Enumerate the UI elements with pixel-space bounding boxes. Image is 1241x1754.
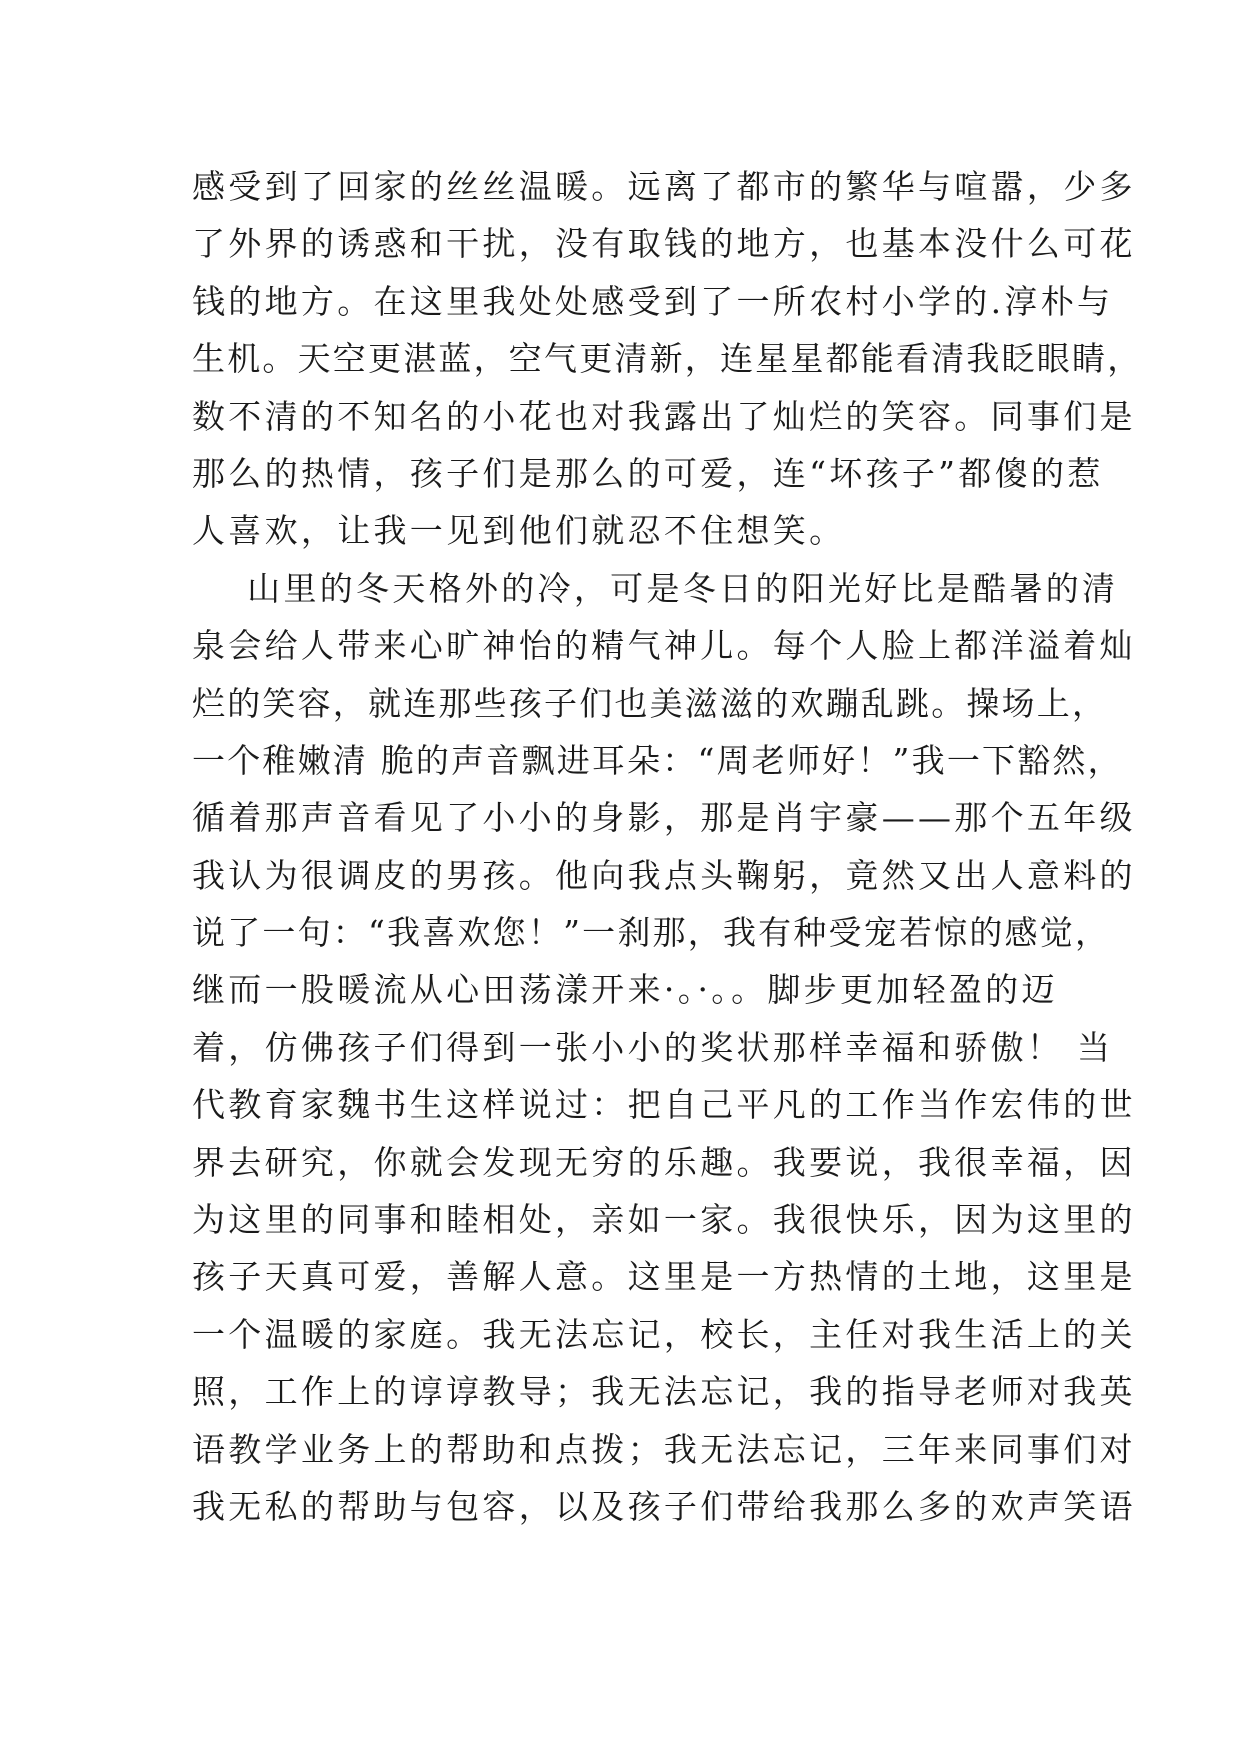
text-line: 我认为很调皮的男孩。他向我点头鞠躬，竟然又出人意料的 (192, 855, 1136, 895)
text-line: 钱的地方。在这里我处处感受到了一所农村小学的.淳朴与 (192, 281, 1114, 321)
text-line: 说了一句：“我喜欢您！”一刹那，我有种受宠若惊的感觉， (192, 913, 1111, 953)
text-line: 一个温暖的家庭。我无法忘记，校长，主任对我生活上的关 (192, 1314, 1136, 1354)
text-line: 继而一股暖流从心田荡漾开来·。·。。脚步更加轻盈的迈 (192, 970, 1058, 1010)
text-line: 泉会给人带来心旷神怡的精气神儿。每个人脸上都洋溢着灿 (192, 626, 1136, 666)
text-line: 山里的冬天格外的冷，可是冬日的阳光好比是酷暑的清 (192, 568, 1119, 608)
text-line: 烂的笑容，就连那些孩子们也美滋滋的欢蹦乱跳。操场上， (192, 683, 1108, 723)
text-line: 我无私的帮助与包容，以及孩子们带给我那么多的欢声笑语 (192, 1486, 1136, 1526)
text-line: 人喜欢，让我一见到他们就忍不住想笑。 (192, 511, 846, 551)
text-line: 感受到了回家的丝丝温暖。远离了都市的繁华与喧嚣，少多 (192, 167, 1136, 206)
text-line: 代教育家魏书生这样说过：把自己平凡的工作当作宏伟的世 (192, 1085, 1136, 1125)
text-line: 照，工作上的谆谆教导；我无法忘记，我的指导老师对我英 (192, 1372, 1136, 1412)
text-line: 一个稚嫩清 脆的声音飘进耳朵：“周老师好！”我一下豁然， (192, 740, 1123, 780)
text-line: 循着那声音看见了小小的身影，那是肖宇豪——那个五年级 (192, 798, 1136, 838)
text-line: 界去研究，你就会发现无穷的乐趣。我要说，我很幸福，因 (192, 1142, 1136, 1182)
text-line: 着，仿佛孩子们得到一张小小的奖状那样幸福和骄傲！ 当 (192, 1027, 1114, 1067)
text-line: 语教学业务上的帮助和点拨；我无法忘记，三年来同事们对 (192, 1429, 1136, 1469)
text-line: 孩子天真可爱，善解人意。这里是一方热情的土地，这里是 (192, 1257, 1136, 1297)
text-line: 那么的热情，孩子们是那么的可爱，连“坏孩子”都傻的惹 (192, 453, 1104, 493)
body-text (192, 158, 1143, 1535)
text-line: 为这里的同事和睦相处，亲如一家。我很快乐，因为这里的 (192, 1200, 1136, 1240)
text-line: 了外界的诱惑和干扰，没有取钱的地方，也基本没什么可花 (192, 224, 1136, 264)
text-line: 数不清的不知名的小花也对我露出了灿烂的笑容。同事们是 (192, 396, 1136, 436)
text-line: 生机。天空更湛蓝，空气更清新，连星星都能看清我眨眼睛， (192, 339, 1143, 379)
